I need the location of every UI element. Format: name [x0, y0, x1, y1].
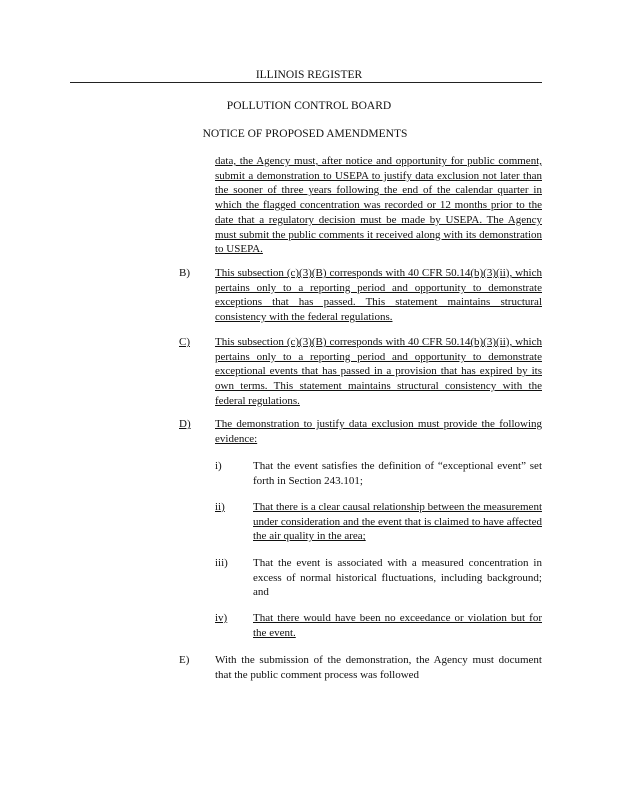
subitem-text-iv: That there would have been no exceedance or violation but for the event.: [253, 612, 542, 639]
item-label-b: B): [179, 267, 190, 279]
subitem-label-iv: iv): [215, 612, 228, 624]
subitem-label-i: i): [215, 460, 222, 472]
board-title: POLLUTION CONTROL BOARD: [226, 100, 392, 112]
subitem-label-iii: iii): [215, 557, 228, 569]
register-title: ILLINOIS REGISTER: [255, 69, 363, 81]
notice-title: NOTICE OF PROPOSED AMENDMENTS: [202, 128, 408, 140]
subitem-text-i: That the event satisfies the definition of “exceptional event” set forth in Section 243.101;: [253, 460, 542, 487]
item-label-e: E): [179, 654, 190, 666]
item-text-e: With the submission of the demonstration, the Agency must document that the public comment process was followed: [215, 654, 542, 681]
item-text-c: This subsection (c)(3)(B) corresponds with 40 CFR 50.14(b)(3)(ii), which pertains only to a reporting period and opportunity to demonstrate exceptional events that has passed in a provision that has expired by its own terms. This statement maintains structural consistency with the federal regulations.: [215, 336, 542, 407]
item-text-b: This subsection (c)(3)(B) corresponds with 40 CFR 50.14(b)(3)(ii), which pertains only to a reporting period and opportunity to demonstrate exceptions that has passed. This statement maintains structural consistency with the federal regulations.: [215, 267, 542, 324]
subitem-text-iii: That the event is associated with a measured concentration in excess of normal historical fluctuations, including background; and: [253, 557, 542, 599]
item-text-d: The demonstration to justify data exclusion must provide the following evidence:: [215, 418, 542, 445]
subitem-label-ii: ii): [215, 501, 225, 513]
item-label-c: C): [179, 336, 190, 348]
item-label-d: D): [179, 418, 191, 430]
subitem-text-ii: That there is a clear causal relationship between the measurement under consideration and the event that is claimed to have affected the air quality in the area;: [253, 501, 542, 543]
header-rule: [70, 82, 542, 83]
intro-paragraph: data, the Agency must, after notice and opportunity for public comment, submit a demonstration to USEPA to justify data exclusion not later than the sooner of three years following the end of the calendar quarter in which the flagged concentration was recorded or 12 months prior to the date that a regulatory decision must be made by USEPA. The Agency must submit the public comments it received along with its demonstration to USEPA.: [215, 155, 542, 256]
